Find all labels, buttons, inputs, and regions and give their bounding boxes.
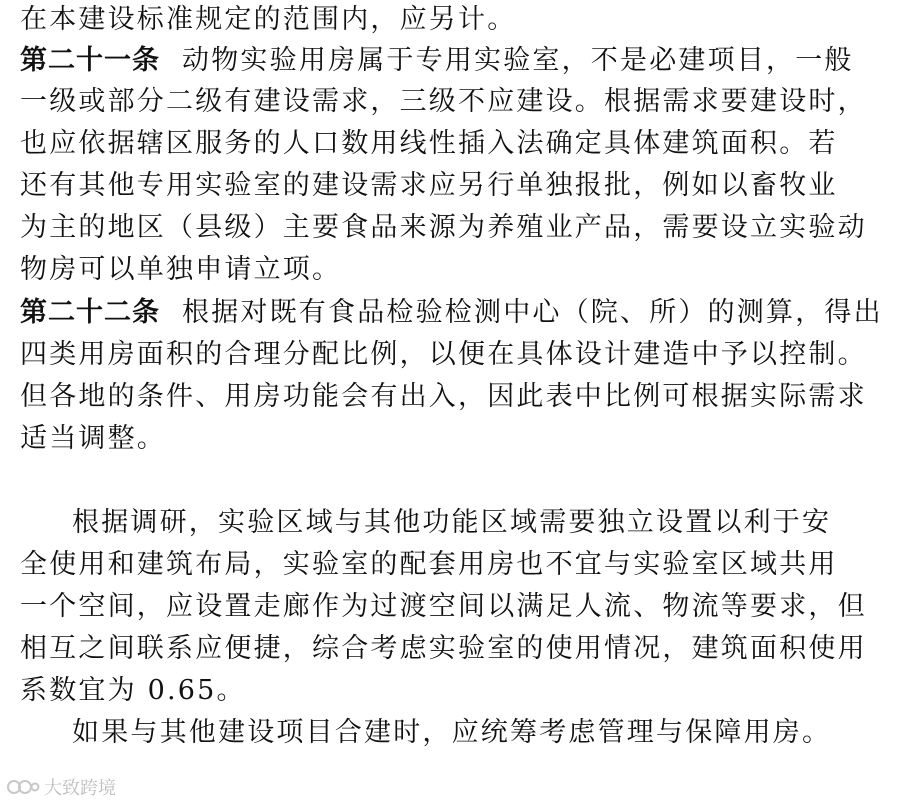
article-21-text: 动物实验用房属于专用实验室，不是必建项目，一般 bbox=[182, 45, 854, 76]
text-line-16: 系数宜为 0.65。 bbox=[20, 675, 246, 706]
text-line-14: 一个空间，应设置走廊作为过渡空间以满足人流、物流等要求，但 bbox=[20, 591, 867, 622]
article-22-label: 第二十二条 bbox=[20, 297, 160, 328]
text-line-4: 也应依据辖区服务的人口数用线性插入法确定具体建筑面积。若 bbox=[20, 128, 838, 159]
logo-icon bbox=[6, 777, 40, 797]
text-line-11: 适当调整。 bbox=[20, 423, 166, 454]
article-22-heading-line bbox=[20, 297, 882, 329]
text-line-5: 还有其他专用实验室的建设需求应另行单独报批，例如以畜牧业 bbox=[20, 170, 838, 201]
text-line-13: 全使用和建筑布局，实验室的配套用房也不宜与实验室区域共用 bbox=[20, 549, 838, 580]
text-line-1: 在本建设标准规定的范围内，应另计。 bbox=[20, 4, 517, 35]
article-21-heading-line bbox=[20, 45, 882, 77]
article-22-text: 根据对既有食品检验检测中心（院、所）的测算，得出 bbox=[182, 297, 883, 328]
watermark-text: 大致跨境 bbox=[44, 778, 116, 799]
text-line-10: 但各地的条件、用房功能会有出入，因此表中比例可根据实际需求 bbox=[20, 381, 867, 412]
text-line-17: 如果与其他建设项目合建时，应统筹考虑管理与保障用房。 bbox=[72, 717, 832, 748]
article-21-label: 第二十一条 bbox=[20, 45, 160, 76]
text-line-15: 相互之间联系应便捷，综合考虑实验室的使用情况，建筑面积使用 bbox=[20, 633, 867, 664]
watermark bbox=[6, 775, 116, 799]
text-line-3: 一级或部分二级有建设需求，三级不应建设。根据需求要建设时， bbox=[20, 86, 867, 117]
text-line-7: 物房可以单独申请立项。 bbox=[20, 254, 342, 285]
text-line-12: 根据调研，实验区域与其他功能区域需要独立设置以利于安 bbox=[72, 507, 832, 538]
text-line-6: 为主的地区（县级）主要食品来源为养殖业产品，需要设立实验动 bbox=[20, 212, 867, 243]
text-line-9: 四类用房面积的合理分配比例，以便在具体设计建造中予以控制。 bbox=[20, 339, 867, 370]
